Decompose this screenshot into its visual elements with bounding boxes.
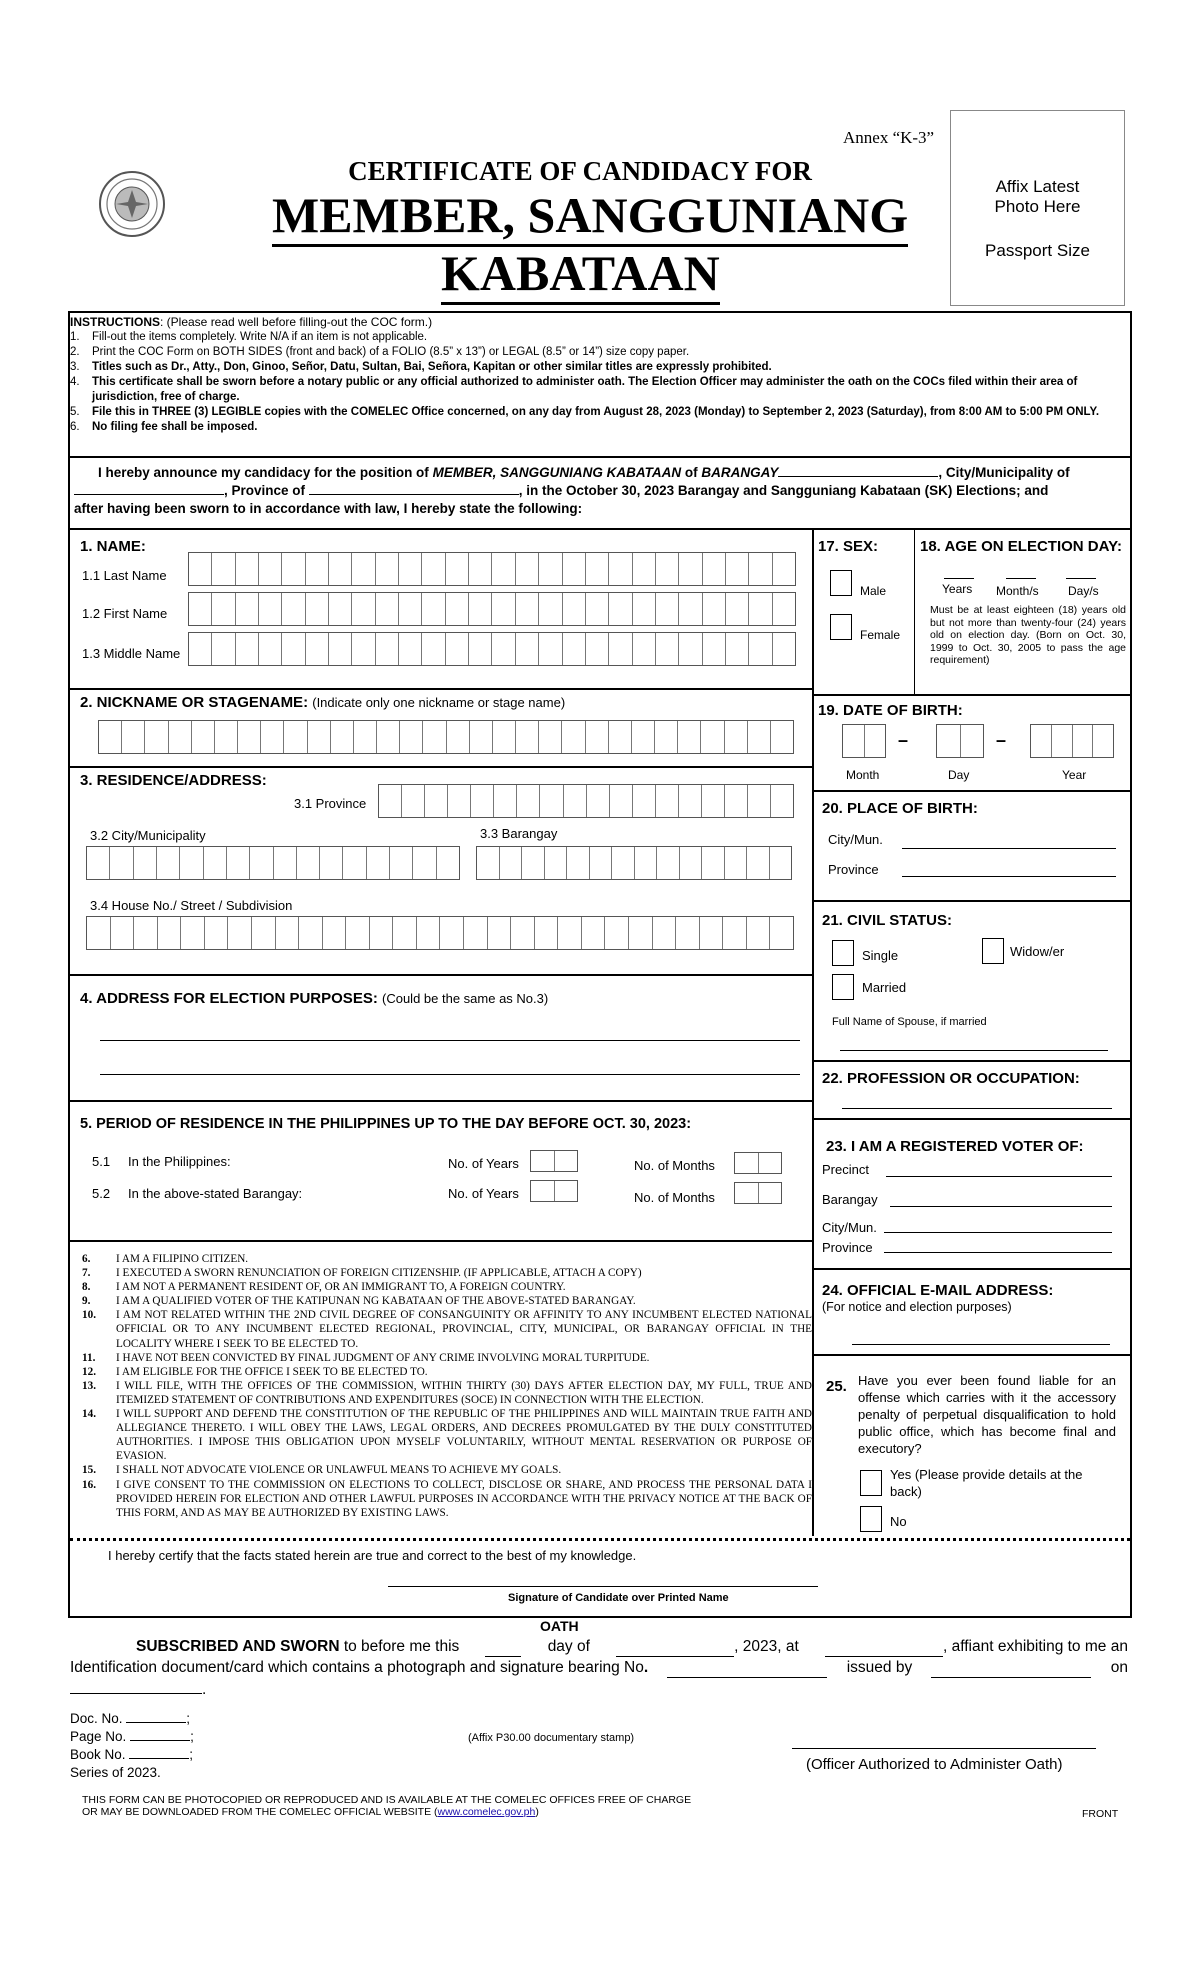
footer-note [82,1794,691,1818]
divider-s21 [812,1060,1130,1062]
s24-title: 24. OFFICIAL E-MAIL ADDRESS: [822,1282,1054,1299]
age-days-line[interactable] [1066,578,1096,579]
inst-5-text: File this in THREE (3) LEGIBLE copies with the COMELEC Office concerned, on any day from August 28, 2023 (Monday) to September 2, 2023 (Saturday), from 8:00 AM to 5:00 PM ONLY. [92,406,1100,418]
oath-place-blank[interactable] [825,1636,943,1657]
st-7-text: I EXECUTED A SWORN RENUNCIATION OF FOREIGN CITIZENSHIP. (IF APPLICABLE, ATTACH A COPY) [116,1267,642,1280]
divider-s18 [812,694,1130,696]
s5-r2-num: 5.2 [92,1186,111,1201]
s1-title: 1. NAME: [80,538,146,555]
pob-province-line[interactable] [902,876,1116,877]
doc-refs: Doc. No. ; Page No. ; Book No. ; Series of 2023. [70,1711,194,1780]
s4-title [80,990,548,1007]
single-checkbox[interactable] [832,940,854,966]
reg-city-label: City/Mun. [822,1220,877,1235]
profession-line[interactable] [842,1108,1112,1109]
nickname-input[interactable] [98,720,794,754]
inst-4-num: 4. [70,376,80,388]
s22-title: 22. PROFESSION OR OCCUPATION: [822,1070,1080,1087]
s5-title: 5. PERIOD OF RESIDENCE IN THE PHILIPPINES UP TO THE DAY BEFORE OCT. 30, 2023: [80,1116,692,1132]
age-months-label: Month/s [996,584,1039,598]
st-16-num: 16. [82,1478,96,1491]
book-no-blank[interactable] [129,1758,189,1759]
st-15-text: I SHALL NOT ADVOCATE VIOLENCE OR UNLAWFUL MEANS TO ACHIEVE MY GOALS. [116,1464,562,1477]
oath-month-blank[interactable] [616,1636,734,1657]
certify-text: I hereby certify that the facts stated herein are true and correct to the best of my knowledge. [108,1548,637,1563]
male-label: Male [860,584,887,598]
s3-title: 3. RESIDENCE/ADDRESS: [80,772,267,789]
oath-p2c: on [1110,1659,1128,1676]
dotted-separator [70,1538,1130,1541]
divider-announce [70,528,1130,530]
footer-line1: THIS FORM CAN BE PHOTOCOPIED OR REPRODUCED AND IS AVAILABLE AT THE COMELEC OFFICES FREE OF CHARGE [82,1794,692,1806]
reg-province-label: Province [822,1240,873,1255]
inst-3-num: 3. [70,361,80,373]
st-11-num: 11. [82,1351,96,1364]
st-12-num: 12. [82,1365,96,1378]
title-line-1: CERTIFICATE OF CANDIDACY FOR [348,156,812,186]
inst-4-text: This certificate shall be sworn before a notary public or any official authorized to administer oath. The Election Officer may administer the oath on the COCs filed within their area of jurisdiction, free of charge. [92,376,1078,403]
reg-barangay-label: Barangay [822,1192,878,1207]
oath-p1b: day of [547,1638,590,1655]
announce-1c: of [684,465,698,480]
st-14-text: I WILL SUPPORT AND DEFEND THE CONSTITUTION OF THE REPUBLIC OF THE PHILIPPINES AND WILL MAINTAIN TRUE FAITH AND ALLEGIANCE THERETO. I WILL OBEY THE LAWS, LEGAL ORDERS, AND DECREES PROMULGATED BY THE DULY CONSTITUTED AUTHORITIES. I IMPOSE THIS OBLIGATION UPON MYSELF VOLUNTARILY, WITHOUT MENTAL RESERVATION OR PURPOSE OF EVASION. [116,1408,812,1463]
city-blank[interactable] [74,494,224,495]
dob-year-input[interactable] [1030,724,1114,758]
liable-no-checkbox[interactable] [860,1506,882,1532]
age-months-line[interactable] [1006,578,1036,579]
inst-5-num: 5. [70,406,80,418]
pob-province-label: Province [828,862,879,877]
reg-province-line[interactable] [884,1252,1112,1253]
address-line-2[interactable] [100,1074,800,1075]
female-checkbox[interactable] [830,614,852,640]
oath-idno-blank[interactable] [667,1657,827,1678]
dob-day-input[interactable] [936,724,984,758]
divider-s1 [70,688,812,690]
s5-r2-label: In the above-stated Barangay: [128,1186,303,1201]
s17-title: 17. SEX: [818,538,879,555]
last-name-input[interactable] [188,552,796,586]
s21-title: 21. CIVIL STATUS: [822,912,953,929]
officer-label: (Officer Authorized to Administer Oath) [806,1756,1063,1773]
st-9-num: 9. [82,1295,91,1308]
oath-p1d: , affiant exhibiting to me an [942,1638,1128,1655]
announce-3: after having been sworn to in accordance with law, I hereby state the following: [74,501,583,516]
province-input[interactable] [378,784,794,818]
oath-p2a: Identification document/card which contains a photograph and signature bearing No [70,1659,644,1676]
dob-year-label: Year [1062,768,1087,782]
st-8-num: 8. [82,1281,91,1294]
st-11-text: I HAVE NOT BEEN CONVICTED BY FINAL JUDGMENT OF ANY CRIME INVOLVING MORAL TURPITUDE. [116,1351,650,1364]
divider-17-18 [914,528,915,694]
s20-title: 20. PLACE OF BIRTH: [822,800,978,817]
s1-first-label: 1.2 First Name [82,606,168,621]
house-input[interactable] [86,916,794,950]
dob-dash-1: – [898,730,909,750]
dob-month-input[interactable] [842,724,886,758]
instructions [70,315,1120,435]
widow-checkbox[interactable] [982,938,1004,964]
inst-1-text: Fill-out the items completely. Write N/A if an item is not applicable. [92,331,428,343]
s2-title-text: 2. NICKNAME OR STAGENAME: [80,694,309,711]
province-blank[interactable] [309,494,519,495]
photo-text-3: Passport Size [985,241,1090,260]
s5-r1-num: 5.1 [92,1154,111,1169]
liable-no-label: No [890,1514,907,1529]
s4-note: (Could be the same as No.3) [382,991,549,1006]
oath-p1c: , 2023, at [734,1638,799,1655]
s5-r1-label: In the Philippines: [128,1154,231,1169]
signature-line[interactable] [388,1586,818,1587]
dob-month-label: Month [846,768,880,782]
reg-city-line[interactable] [884,1232,1112,1233]
s19-title: 19. DATE OF BIRTH: [818,702,963,719]
st-7-num: 7. [82,1267,91,1280]
s3-city-label: 3.2 City/Municipality [90,828,206,843]
stamp-note: (Affix P30.00 documentary stamp) [468,1732,635,1744]
officer-signature-line[interactable] [792,1748,1096,1749]
divider-s19 [812,790,1130,792]
first-name-input[interactable] [188,592,796,626]
book-no-label: Book No. [70,1747,126,1762]
st-9-text: I AM A QUALIFIED VOTER OF THE KATIPUNAN NG KABATAAN OF THE ABOVE-STATED BARANGAY. [116,1295,636,1308]
st-12-text: I AM ELIGIBLE FOR THE OFFICE I SEEK TO BE ELECTED TO. [116,1365,428,1378]
married-label: Married [862,980,907,995]
announce-1d: BARANGAY [701,465,779,480]
photo-text-1: Affix Latest [995,177,1080,196]
st-14-num: 14. [82,1408,96,1421]
brgy-years-input[interactable] [530,1180,578,1202]
oath-title: OATH [540,1618,579,1634]
male-checkbox[interactable] [830,570,852,596]
oath-p1a: to before me this [343,1638,460,1655]
s5-r2-years-label: No. of Years [448,1186,519,1201]
instructions-note: : (Please read well before filling-out the COC form.) [160,315,433,329]
st-16-text: I GIVE CONSENT TO THE COMMISSION ON ELECTIONS TO COLLECT, DISCLOSE OR SHARE, AND PROCESS THE PERSONAL DATA I PROVIDED HEREIN FOR ELECTION AND OTHER LAWFUL PURPOSES IN ACCORDANCE WITH THE PRIVACY NOTICE AT THE BACK OF THIS FORM, AND AS MAY BE AUTHORIZED BY EXISTING LAWS. [116,1478,812,1519]
photo-box [950,110,1125,306]
female-label: Female [860,628,901,642]
s2-title [80,694,565,711]
s1-last-label: 1.1 Last Name [82,568,167,583]
footer-line2: OR MAY BE DOWNLOADED FROM THE COMELEC OFFICIAL WEBSITE ( [82,1806,438,1818]
doc-no-blank[interactable] [126,1722,186,1723]
title-line-2: MEMBER, SANGGUNIANG [272,186,908,247]
oath-p2b: issued by [846,1659,913,1676]
married-checkbox[interactable] [832,974,854,1000]
divider-s2 [70,766,812,768]
announce-1b: MEMBER, SANGGUNIANG KABATAAN [432,465,682,480]
st-10-text: I AM NOT RELATED WITHIN THE 2ND CIVIL DEGREE OF CONSANGUINITY OR AFFINITY TO ANY INCUMBENT ELECTED NATIONAL OFFICIAL OR TO ANY INCUMBENT ELECTED REGIONAL, PROVINCIAL, CITY, MUNICIPAL, OR BARANGAY OFFICIAL IN THE LOCALITY WHERE I SEEK TO BE ELECTED TO. [116,1309,812,1350]
divider-s24 [812,1354,1130,1356]
middle-name-input[interactable] [188,632,796,666]
s3-barangay-label: 3.3 Barangay [480,826,558,841]
instructions-heading: INSTRUCTIONS [70,315,160,329]
city-input[interactable] [86,846,460,880]
st-13-num: 13. [82,1379,96,1392]
oath-date-blank[interactable] [70,1678,202,1694]
st-10-num: 10. [82,1309,96,1322]
s3-province-label: 3.1 Province [294,796,367,811]
reg-precinct-line[interactable] [886,1176,1112,1177]
s18-title: 18. AGE ON ELECTION DAY: [920,538,1122,555]
reg-precinct-label: Precinct [822,1162,869,1177]
brgy-months-input[interactable] [734,1182,782,1204]
oath-paragraph: SUBSCRIBED AND SWORN to before me this day of , 2023, at , affiant exhibiting to me an Identification document/card which contains a photograph and signature bearing No. issued by on . [70,1638,1128,1698]
pob-city-line[interactable] [902,848,1116,849]
annex-label: Annex “K-3” [843,128,935,147]
s1-middle-label: 1.3 Middle Name [82,646,181,661]
s23-title: 23. I AM A REGISTERED VOTER OF: [826,1138,1084,1155]
age-years-line[interactable] [944,578,974,579]
front-label: FRONT [1082,1808,1119,1820]
inst-2-num: 2. [70,346,80,358]
inst-3-text: Titles such as Dr., Atty., Don, Ginoo, Señor, Datu, Sultan, Bai, Señora, Kapitan or other similar titles are expressly prohibited. [92,361,772,373]
inst-6-num: 6. [70,421,80,433]
s25-question: Have you ever been found liable for an offense which carries with it the accessory penalty of perpetual disqualification to hold public office, which has become final and executory? [858,1373,1116,1456]
series-label: Series of 2023. [70,1765,161,1780]
footer-line2-end: ) [535,1806,539,1818]
widow-label: Widow/er [1010,944,1065,959]
single-label: Single [862,948,899,963]
divider-s5 [70,1240,812,1242]
dob-dash-2: – [996,730,1007,750]
s3-house-label: 3.4 House No./ Street / Subdivision [90,898,293,913]
oath-lead: SUBSCRIBED AND SWORN [136,1638,340,1655]
divider-s22 [812,1118,1130,1120]
s25-num: 25. [826,1378,847,1395]
divider-s23 [812,1268,1130,1270]
s2-note: (Indicate only one nickname or stage name) [312,695,566,710]
announce-1e: , City/Municipality of [938,465,1070,480]
phil-years-input[interactable] [530,1150,578,1172]
barangay-blank[interactable] [778,476,938,477]
s5-r1-years-label: No. of Years [448,1156,519,1171]
age-days-label: Day/s [1068,584,1099,598]
st-15-num: 15. [82,1464,96,1477]
email-note: (For notice and election purposes) [822,1300,1012,1314]
doc-no-label: Doc. No. [70,1711,123,1726]
barangay-input[interactable] [476,846,792,880]
photo-text-2: Photo Here [994,197,1081,216]
st-6-text: I AM A FILIPINO CITIZEN. [116,1253,249,1265]
divider-s3 [70,974,812,976]
email-line[interactable] [852,1344,1110,1345]
spouse-label: Full Name of Spouse, if married [832,1016,987,1028]
divider-s20 [812,900,1130,902]
spouse-line[interactable] [840,1050,1108,1051]
title-line-3: KABATAAN [441,244,720,305]
divider-s4 [70,1100,812,1102]
announce-2b: , in the October 30, 2023 Barangay and Sangguniang Kabataan (SK) Elections; and [518,483,1049,498]
liable-yes-label: Yes (Please provide details at the back) [890,1467,1083,1499]
dob-day-label: Day [948,768,970,782]
column-divider [812,528,814,1536]
address-line-1[interactable] [100,1040,800,1041]
page-no-label: Page No. [70,1729,127,1744]
s4-title-text: 4. ADDRESS FOR ELECTION PURPOSES: [80,990,378,1007]
s5-r1-months-label: No. of Months [634,1158,715,1173]
reg-barangay-line[interactable] [890,1206,1112,1207]
s5-r2-months-label: No. of Months [634,1190,715,1205]
liable-yes-checkbox[interactable] [860,1470,882,1496]
inst-2-text: Print the COC Form on BOTH SIDES (front and back) of a FOLIO (8.5” x 13”) or LEGAL (8.5” or 14”) size copy paper. [92,346,690,358]
inst-1-num: 1. [70,331,80,343]
statements [82,1252,812,1520]
age-years-label: Years [942,582,973,596]
announce-1a: I hereby announce my candidacy for the position of [98,465,429,480]
phil-months-input[interactable] [734,1152,782,1174]
oath-day-blank[interactable] [485,1636,521,1657]
signature-label: Signature of Candidate over Printed Name [508,1592,729,1604]
age-note: Must be at least eighteen (18) years old but not more than twenty-four (24) years old on election day. (Born on Oct. 30, 1999 to Oct. 30, 2005 to pass the age requirement) [930,604,1126,666]
pob-city-label: City/Mun. [828,832,883,847]
comelec-link[interactable]: www.comelec.gov.ph [437,1806,536,1818]
inst-6-text: No filing fee shall be imposed. [92,421,258,433]
st-8-text: I AM NOT A PERMANENT RESIDENT OF, OR AN IMMIGRANT TO, A FOREIGN COUNTRY. [116,1281,566,1294]
st-6-num: 6. [82,1253,91,1265]
page-no-blank[interactable] [130,1740,190,1741]
announcement [74,464,1126,518]
st-13-text: I WILL FILE, WITH THE OFFICES OF THE COMMISSION, WITHIN THIRTY (30) DAYS AFTER ELECTION DAY, MY FULL, TRUE AND ITEMIZED STATEMENT OF CONTRIBUTIONS AND EXPENDITURES (SOCE) IN CONNECTION WITH THE ELECTION. [116,1379,812,1406]
announce-2a: , Province of [224,483,306,498]
oath-issuer-blank[interactable] [931,1657,1091,1678]
